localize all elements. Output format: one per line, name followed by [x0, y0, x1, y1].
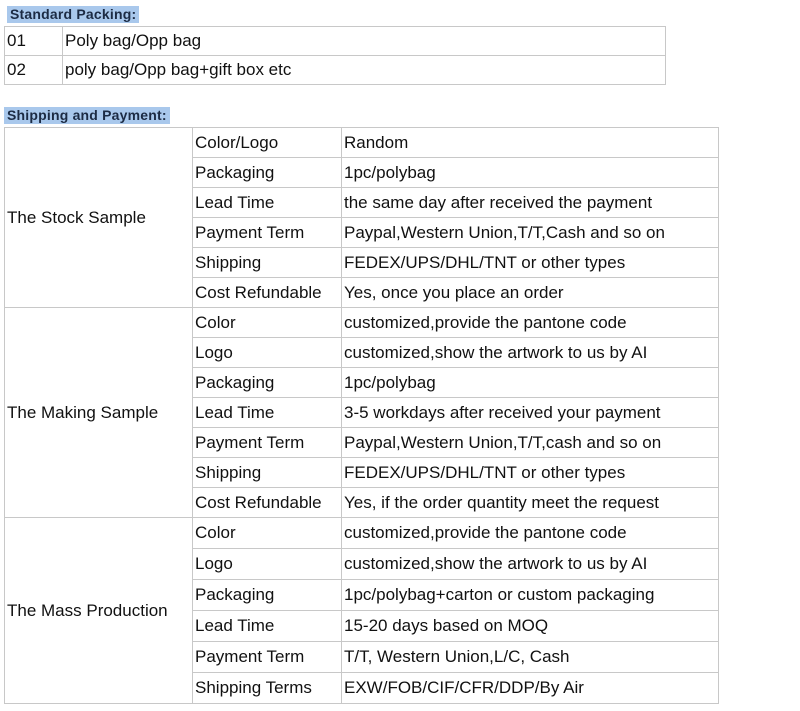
- spec-value: FEDEX/UPS/DHL/TNT or other types: [342, 248, 719, 278]
- shipping-payment-heading: Shipping and Payment:: [4, 107, 170, 124]
- spec-key: Shipping: [193, 458, 342, 488]
- packing-row: [5, 56, 666, 85]
- spec-key: Color: [193, 308, 342, 338]
- spec-key: Shipping: [193, 248, 342, 278]
- shipping-payment-table: [4, 127, 719, 704]
- spec-value: Paypal,Western Union,T/T,Cash and so on: [342, 218, 719, 248]
- spec-value: 1pc/polybag: [342, 368, 719, 398]
- spec-key: Packaging: [193, 158, 342, 188]
- spec-value: customized,provide the pantone code: [342, 308, 719, 338]
- spec-key: Color/Logo: [193, 128, 342, 158]
- spec-value: 3-5 workdays after received your payment: [342, 398, 719, 428]
- spec-value: T/T, Western Union,L/C, Cash: [342, 642, 719, 673]
- spec-value: Random: [342, 128, 719, 158]
- spec-value: EXW/FOB/CIF/CFR/DDP/By Air: [342, 673, 719, 704]
- spec-value: FEDEX/UPS/DHL/TNT or other types: [342, 458, 719, 488]
- spec-key: Lead Time: [193, 611, 342, 642]
- spec-value: Yes, once you place an order: [342, 278, 719, 308]
- section-label: The Mass Production: [5, 518, 193, 704]
- spec-row: [5, 128, 719, 158]
- standard-packing-heading: Standard Packing:: [7, 6, 139, 23]
- spec-key: Shipping Terms: [193, 673, 342, 704]
- spec-key: Color: [193, 518, 342, 549]
- spec-value: Yes, if the order quantity meet the request: [342, 488, 719, 518]
- spec-key: Logo: [193, 549, 342, 580]
- packing-row: [5, 27, 666, 56]
- packing-description: poly bag/Opp bag+gift box etc: [63, 56, 666, 85]
- spec-key: Packaging: [193, 368, 342, 398]
- spec-value: 1pc/polybag: [342, 158, 719, 188]
- section-label: The Stock Sample: [5, 128, 193, 308]
- packing-description: Poly bag/Opp bag: [63, 27, 666, 56]
- packing-number: 02: [5, 56, 63, 85]
- spec-row: [5, 308, 719, 338]
- spec-key: Payment Term: [193, 428, 342, 458]
- packing-number: 01: [5, 27, 63, 56]
- spec-value: the same day after received the payment: [342, 188, 719, 218]
- shipping-payment-body: [5, 128, 719, 704]
- spec-key: Lead Time: [193, 188, 342, 218]
- spec-value: 1pc/polybag+carton or custom packaging: [342, 580, 719, 611]
- spec-value: customized,show the artwork to us by AI: [342, 338, 719, 368]
- spec-key: Payment Term: [193, 642, 342, 673]
- standard-packing-table: [4, 26, 666, 85]
- spec-key: Packaging: [193, 580, 342, 611]
- spec-value: customized,provide the pantone code: [342, 518, 719, 549]
- spec-key: Logo: [193, 338, 342, 368]
- section-label: The Making Sample: [5, 308, 193, 518]
- spec-value: customized,show the artwork to us by AI: [342, 549, 719, 580]
- spec-key: Cost Refundable: [193, 488, 342, 518]
- spec-row: [5, 518, 719, 549]
- spec-key: Cost Refundable: [193, 278, 342, 308]
- spec-value: 15-20 days based on MOQ: [342, 611, 719, 642]
- spec-value: Paypal,Western Union,T/T,cash and so on: [342, 428, 719, 458]
- spec-key: Payment Term: [193, 218, 342, 248]
- standard-packing-body: [5, 27, 666, 85]
- spec-key: Lead Time: [193, 398, 342, 428]
